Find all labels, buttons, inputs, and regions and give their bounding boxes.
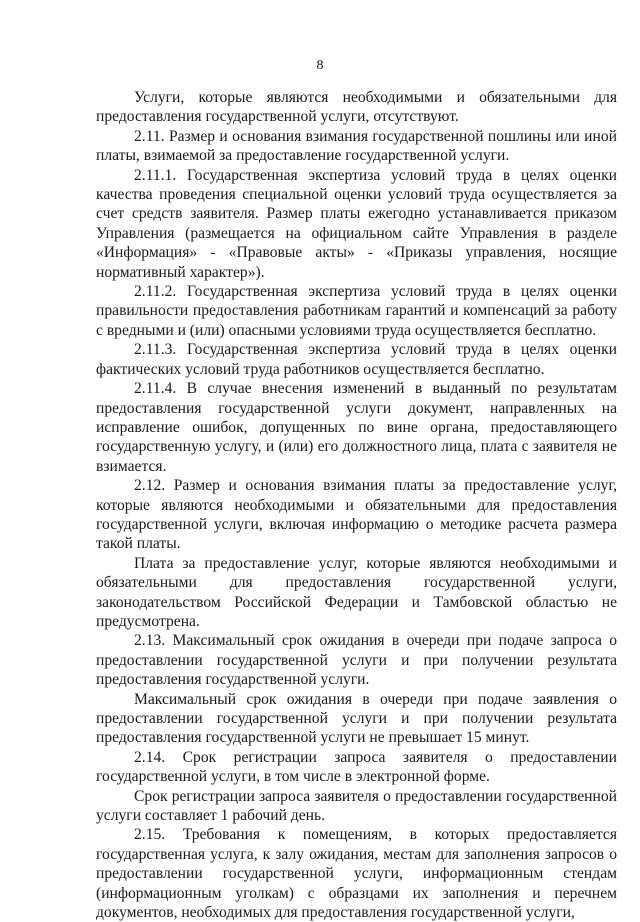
paragraph-max-wait-time: Максимальный срок ожидания в очереди при подаче заявления о предоставлении государственной услуги и при получении результата предоставления государственной услуги не превышает 15 минут. — [96, 690, 617, 747]
paragraph-fee-not-provided: Плата за предоставление услуг, которые являются необходимыми и обязательными для предоставления государственной услуги, законодательством Российской Федерации и Тамбовской областью не предусмотрена. — [96, 554, 617, 630]
paragraph-2-11-2: 2.11.2. Государственная экспертиза условий труда в целях оценки правильности предоставления работникам гарантий и компенсаций за работу с вредными и (или) опасными условиями труда осуществляется бесплатно. — [96, 283, 617, 339]
paragraph-services-absent: Услуги, которые являются необходимыми и обязательными для предоставления государственной услуги, отсутствуют. — [96, 89, 617, 126]
paragraph-2-11-3: 2.11.3. Государственная экспертиза условий труда в целях оценки фактических условий труда работников осуществляется бесплатно. — [96, 341, 617, 378]
paragraph-2-11-1: 2.11.1. Государственная экспертиза условий труда в целях оценки качества проведения специальной оценки условий труда осуществляется за счет средств заявителя. Размер платы ежегодно устанавливается приказом Управления (размещается на официальном сайте Управления в разделе «Информация» - «Правовые акты» - «Приказы управления, носящие нормативный характер»). — [96, 166, 617, 281]
paragraph-registration-term: Срок регистрации запроса заявителя о предоставлении государственной услуги составляет 1 рабочий день. — [96, 787, 617, 825]
paragraph-2-11: 2.11. Размер и основания взимания государственной пошлины или иной платы, взимаемой за предоставление государственной услуги. — [96, 127, 617, 165]
paragraph-2-12: 2.12. Размер и основания взимания платы за предоставление услуг, которые являются необходимыми и обязательными для предоставления государственной услуги, включая информацию о методике расчета размера такой платы. — [96, 477, 617, 553]
paragraph-2-15: 2.15. Требования к помещениям, в которых предоставляется государственная услуга, к залу ожидания, местам для заполнения запросов о предоставлении государственной услуги, информационным стендам (информационным уголкам) с образцами их заполнения и перечнем документов, необходимых для предоставления государственной услуги, — [96, 826, 617, 922]
paragraph-2-14: 2.14. Срок регистрации запроса заявителя о предоставлении государственной услуги, в том числе в электронной форме. — [96, 748, 617, 786]
page-number: 8 — [316, 58, 324, 73]
paragraph-2-13: 2.13. Максимальный срок ожидания в очереди при подаче запроса о предоставлении государственной услуги и при получении результата предоставления государственной услуги. — [96, 632, 617, 689]
paragraph-2-11-4: 2.11.4. В случае внесения изменений в выданный по результатам предоставления государственной услуги документ, направленных на исправление ошибок, допущенных по вине органа, предоставляющего государственную услугу, и (или) его должностного лица, плата с заявителя не взимается. — [96, 380, 617, 475]
document-body — [96, 88, 617, 922]
